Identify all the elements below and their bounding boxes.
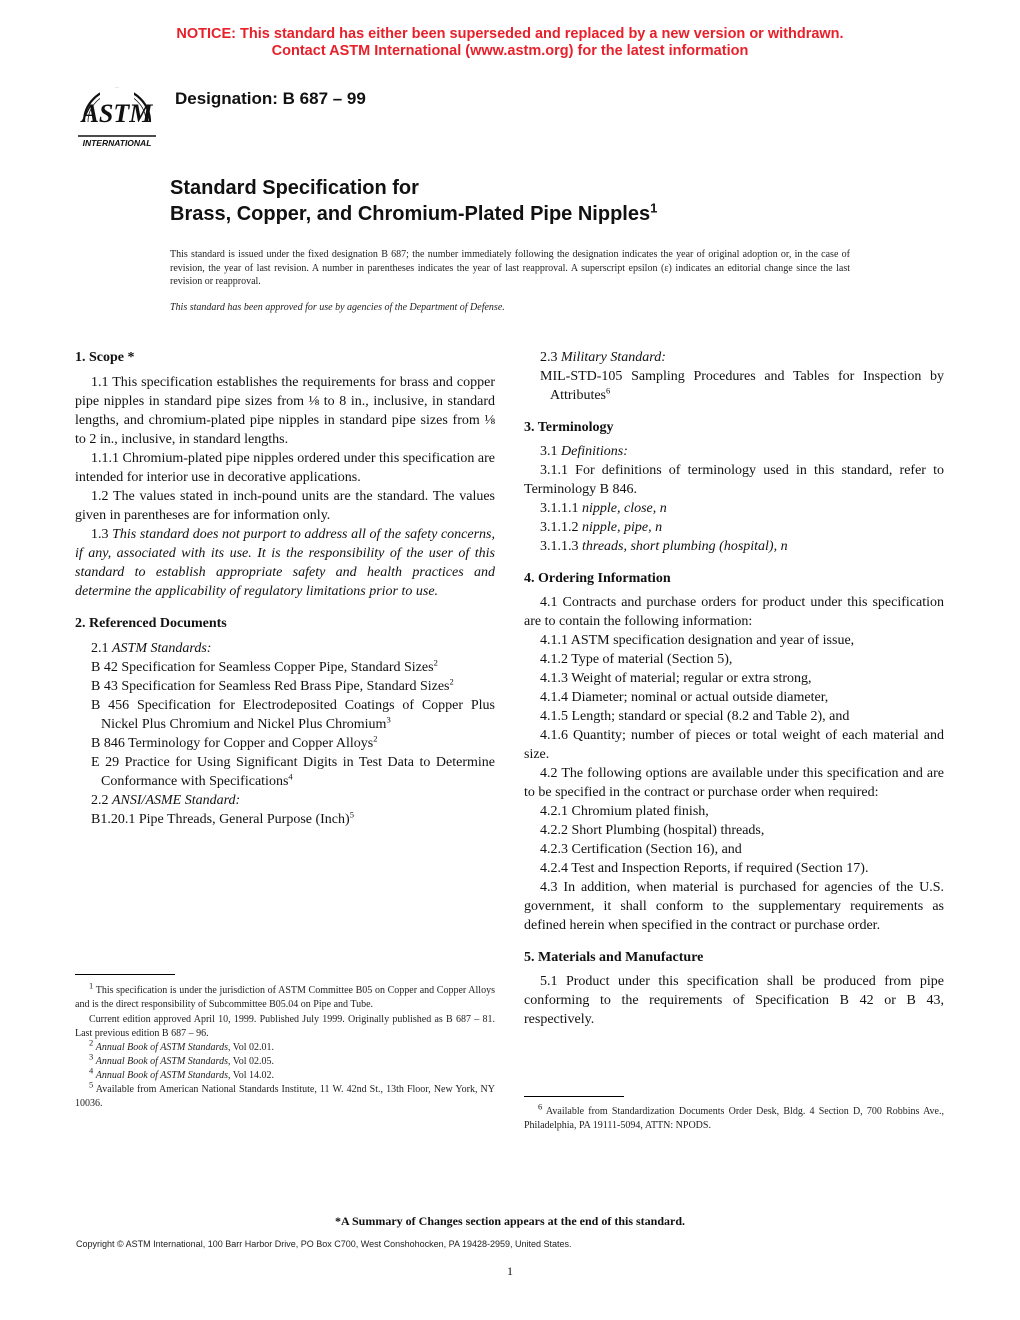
footnote-3-mark: 3 [89,1051,94,1062]
dod-note: This standard has been approved for use by agencies of the Department of Defense. [170,302,505,313]
term-item [524,499,944,518]
notice-line-1: NOTICE: This standard has either been superseded and replaced by a new version or withdrawn. [176,26,844,42]
para-2-1-text: ASTM Standards: [112,641,212,656]
para-2-2 [75,791,495,810]
ref-text: B 456 Specification for Electrodeposited Coatings of Copper Plus Nickel Plus Chromium and Nickel Plus Chromium [91,698,495,732]
supersede-notice [0,26,1020,60]
logo-text: ASTM [81,99,153,128]
ref-text: B 43 Specification for Seamless Red Brass Pipe, Standard Sizes [91,679,450,694]
option-item: 4.2.4 Test and Inspection Reports, if required (Section 17). [540,861,869,876]
notice-line-2: Contact ASTM International (www.astm.org) for the latest information [271,43,749,59]
para-2-1-num: 2.1 [91,641,109,656]
order-item: 4.1.5 Length; standard or special (8.2 and Table 2), and [540,709,850,724]
order-item: 4.1.2 Type of material (Section 5), [540,652,733,667]
footnotes-left [75,980,495,1111]
section-3-heading: 3. Terminology [524,420,614,435]
para-3-1-text: Definitions: [561,444,628,459]
para-3-1 [524,442,944,461]
footnote-6-text: Available from Standardization Documents Order Desk, Bldg. 4 Section D, 700 Robbins Ave., Philadelphia, PA 19111-5094, ATTN: NPODS. [524,1106,944,1131]
para-2-2-text: ANSI/ASME Standard: [112,793,241,808]
term-num: 3.1.1.3 [540,539,579,554]
section-1-heading: 1. Scope * [75,350,135,365]
footnote-6-mark: 6 [538,1101,543,1112]
footnote-3 [75,1051,495,1069]
para-2-1 [75,639,495,658]
footnote-4-title: Annual Book of ASTM Standards [95,1070,228,1081]
ref-footnote-mark: 2 [449,676,454,687]
para-3-1-num: 3.1 [540,444,558,459]
order-item: 4.1.6 Quantity; number of pieces or total weight of each material and size. [524,728,944,762]
term-item [524,518,944,537]
para-1-3-text: This standard does not purport to address all of the safety concerns, if any, associated with its use. It is the responsibility of the user of this standard to establish appropriate safety and health practices and determine the applicability of regulatory limitations prior to use. [75,527,496,599]
footnote-2-title: Annual Book of ASTM Standards [95,1042,228,1053]
ref-b456 [75,696,495,734]
para-3-1-1: 3.1.1 For definitions of terminology used in this standard, refer to Terminology B 846. [524,463,944,497]
document-title [170,175,657,227]
title-main: Brass, Copper, and Chromium-Plated Pipe Nipples [170,203,651,225]
para-5-1: 5.1 Product under this specification shall be produced from pipe conforming to the requirements of Specification B 42 or B 43, respectively. [524,974,944,1027]
option-item: 4.2.3 Certification (Section 16), and [540,842,742,857]
ref-text: E 29 Practice for Using Significant Digits in Test Data to Determine Conformance with Specifications [91,755,495,789]
footnote-rule-right [524,1096,624,1097]
order-item: 4.1.4 Diameter; nominal or actual outside diameter, [540,690,829,705]
ref-text: MIL-STD-105 Sampling Procedures and Tables for Inspection by Attributes [540,369,944,403]
title-footnote-mark: 1 [650,200,658,216]
footnote-2-mark: 2 [89,1037,94,1048]
order-item: 4.1.1 ASTM specification designation and year of issue, [540,633,855,648]
footnote-4 [75,1065,495,1083]
ref-footnote-mark: 2 [433,657,438,668]
ref-b42 [75,658,495,677]
footnote-2-vol: , Vol 02.01. [227,1042,275,1053]
summary-note: *A Summary of Changes section appears at the end of this standard. [334,1214,686,1228]
logo-subtext: INTERNATIONAL [82,138,152,148]
para-1-3 [75,525,495,601]
term-text: nipple, pipe, n [582,520,663,535]
left-column [75,348,495,829]
section-5-heading: 5. Materials and Manufacture [524,950,704,965]
footnote-4-vol: , Vol 14.02. [227,1070,275,1081]
footnotes-right [524,1101,944,1133]
footnote-6 [524,1101,944,1133]
ref-text: B 846 Terminology for Copper and Copper Alloys [91,736,374,751]
option-item: 4.2.2 Short Plumbing (hospital) threads, [540,823,765,838]
term-num: 3.1.1.2 [540,520,579,535]
ref-mil-std-105 [524,367,944,405]
right-column [524,348,944,1029]
title-line-1: Standard Specification for [170,177,419,199]
footnote-1-mark: 1 [89,980,94,991]
ref-e29 [75,753,495,791]
section-4-heading: 4. Ordering Information [524,571,671,586]
para-1-1-1: 1.1.1 Chromium-plated pipe nipples ordered under this specification are intended for interior use in decorative applications. [75,451,495,485]
para-2-2-num: 2.2 [91,793,109,808]
footnote-1b: Current edition approved April 10, 1999. Published July 1999. Originally published as B 687 – 81. Last previous edition B 687 – 96. [75,1014,495,1039]
option-item: 4.2.1 Chromium plated finish, [540,804,709,819]
designation: Designation: B 687 – 99 [175,89,366,108]
term-num: 3.1.1.1 [540,501,579,516]
para-1-2: 1.2 The values stated in inch-pound units are the standard. The values given in parentheses are for information only. [75,489,495,523]
section-2-heading: 2. Referenced Documents [75,616,227,631]
issue-note: This standard is issued under the fixed designation B 687; the number immediately following the designation indicates the year of original adoption or, in the case of revision, the year of last revision. A number in parentheses indicates the year of last reapproval. A superscript epsilon (ε) indicates an editorial change since the last revision or reapproval. [170,249,850,287]
order-item: 4.1.3 Weight of material; regular or extra strong, [540,671,812,686]
footnote-5 [75,1079,495,1111]
para-1-3-num: 1.3 [91,527,109,542]
footnote-3-vol: , Vol 02.05. [227,1056,275,1067]
page-number: 1 [507,1264,513,1278]
term-text: nipple, close, n [582,501,667,516]
para-4-1: 4.1 Contracts and purchase orders for product under this specification are to contain the following information: [524,595,944,629]
ref-b846 [75,734,495,753]
ref-footnote-mark: 3 [386,714,391,725]
ref-b43 [75,677,495,696]
astm-logo [74,78,160,150]
para-1-1: 1.1 This specification establishes the requirements for brass and copper pipe nipples in standard pipe sizes from ⅛ to 8 in., inclusive, in standard lengths, and chromium-plated pipe nipples in standard pipe sizes from ⅛ to 2 in., inclusive, in standard lengths. [75,375,495,447]
astm-logo-icon [74,78,160,150]
footnote-rule-left [75,974,175,975]
ref-footnote-mark: 4 [288,771,293,782]
term-item [524,537,944,556]
footnote-2 [75,1037,495,1055]
footnote-3-title: Annual Book of ASTM Standards [95,1056,228,1067]
ref-footnote-mark: 6 [606,385,611,396]
para-2-3-text: Military Standard: [561,350,666,365]
ref-b1-20-1 [75,810,495,829]
ref-text: B 42 Specification for Seamless Copper Pipe, Standard Sizes [91,660,434,675]
footnote-4-mark: 4 [89,1065,94,1076]
ref-footnote-mark: 5 [349,809,354,820]
footnote-1 [75,980,495,1012]
para-4-2: 4.2 The following options are available under this specification and are to be specified in the contract or purchase order when required: [524,766,944,800]
para-4-3: 4.3 In addition, when material is purchased for agencies of the U.S. government, it shall conform to the supplementary requirements as defined herein when specified in the contract or purchase order. [524,880,944,933]
ref-footnote-mark: 2 [373,733,378,744]
title-line-2 [170,201,657,227]
para-2-3 [524,348,944,367]
term-text: threads, short plumbing (hospital), n [582,539,788,554]
footnote-5-mark: 5 [89,1079,94,1090]
para-2-3-num: 2.3 [540,350,558,365]
copyright: Copyright © ASTM International, 100 Barr Harbor Drive, PO Box C700, West Conshohocken, PA 19428-2959, United States. [76,1239,572,1249]
footnote-5-text: Available from American National Standards Institute, 11 W. 42nd St., 13th Floor, New York, NY 10036. [75,1084,495,1109]
footnote-1-text: This specification is under the jurisdiction of ASTM Committee B05 on Copper and Copper Alloys and is the direct responsibility of Subcommittee B05.04 on Pipe and Tube. [75,985,495,1010]
ref-text: B1.20.1 Pipe Threads, General Purpose (Inch) [91,812,350,827]
